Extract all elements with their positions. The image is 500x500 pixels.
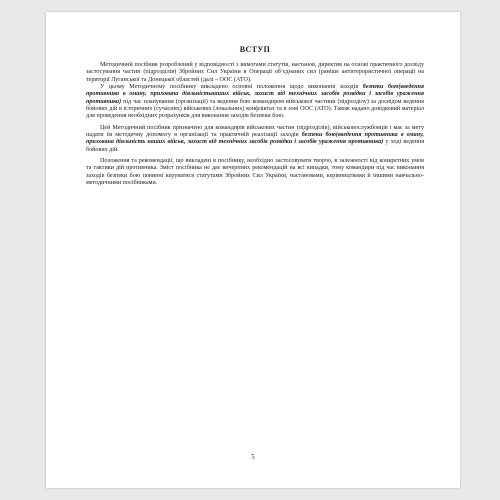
paragraph-4 <box>86 158 424 187</box>
paragraph-text: У цьому Методичному посібнику викладено основні положення щодо виконання заходів <box>100 84 363 91</box>
paragraph-text: під час планування (організації) та ведення бою командиром військової частини (підрозділу) за досвідом ведення бойових дій в історичних (сучасних) військових (локальних) конфліктах та в зоні ООС (АТО). Також надано довідковий матеріал для проведення необхідних розрахунків для виконання заходів безпеки бою. <box>86 98 424 120</box>
page-title: ВСТУП <box>239 45 271 54</box>
document-page <box>46 12 460 488</box>
emphasis-text: безпеки бою(введення противника в оману, прихована діяльністьнаших військ, захист від технічних засобів розвідки і засобів ураження противника) <box>86 84 424 105</box>
page-number: 5 <box>251 453 255 461</box>
paragraph-text: Методичний посібник розроблений у відповідності з вимогами статутів, настанов, директив на основі практичного досвіду застосування частин (підрозділів) Збройних Сил України в Операції об’єднаних сил (раніше антитерористичної операції на території Луганської та Донецької областей (далі – ООС (АТО). <box>86 62 424 83</box>
paragraph-2 <box>86 84 424 121</box>
paragraph-3 <box>86 125 424 154</box>
paragraph-1 <box>86 62 424 84</box>
paragraph-text: Положення та рекомендації, що викладені в посібнику, необхідно застосовувати творчо, в залежності від конкретних умов та тактики дій противника. Зміст посібника не дає вичерпних рекомендацій на всі випадки, тому командири під час виконання заходів безпеки бою повинні керуватися статутами Збройних Сил України, настановами, керівництвами й іншими навчально-методичними посібниками. <box>86 158 424 187</box>
paragraph-text: Цей Методичний посібник призначено для командирів військових частин (підрозділів), військовослужбовців і має за мету надати їм методичну допомогу в організації та практичній реалізації заходів <box>86 124 424 139</box>
paragraph-text: у ході ведення бойових дій. <box>86 139 424 153</box>
page-content <box>86 45 424 188</box>
emphasis-text: безпеки бою(введення противника в оману, прихована діяльність наших військ, захист від технічних засобів розвідки і засобів ураження противника) <box>86 132 424 146</box>
